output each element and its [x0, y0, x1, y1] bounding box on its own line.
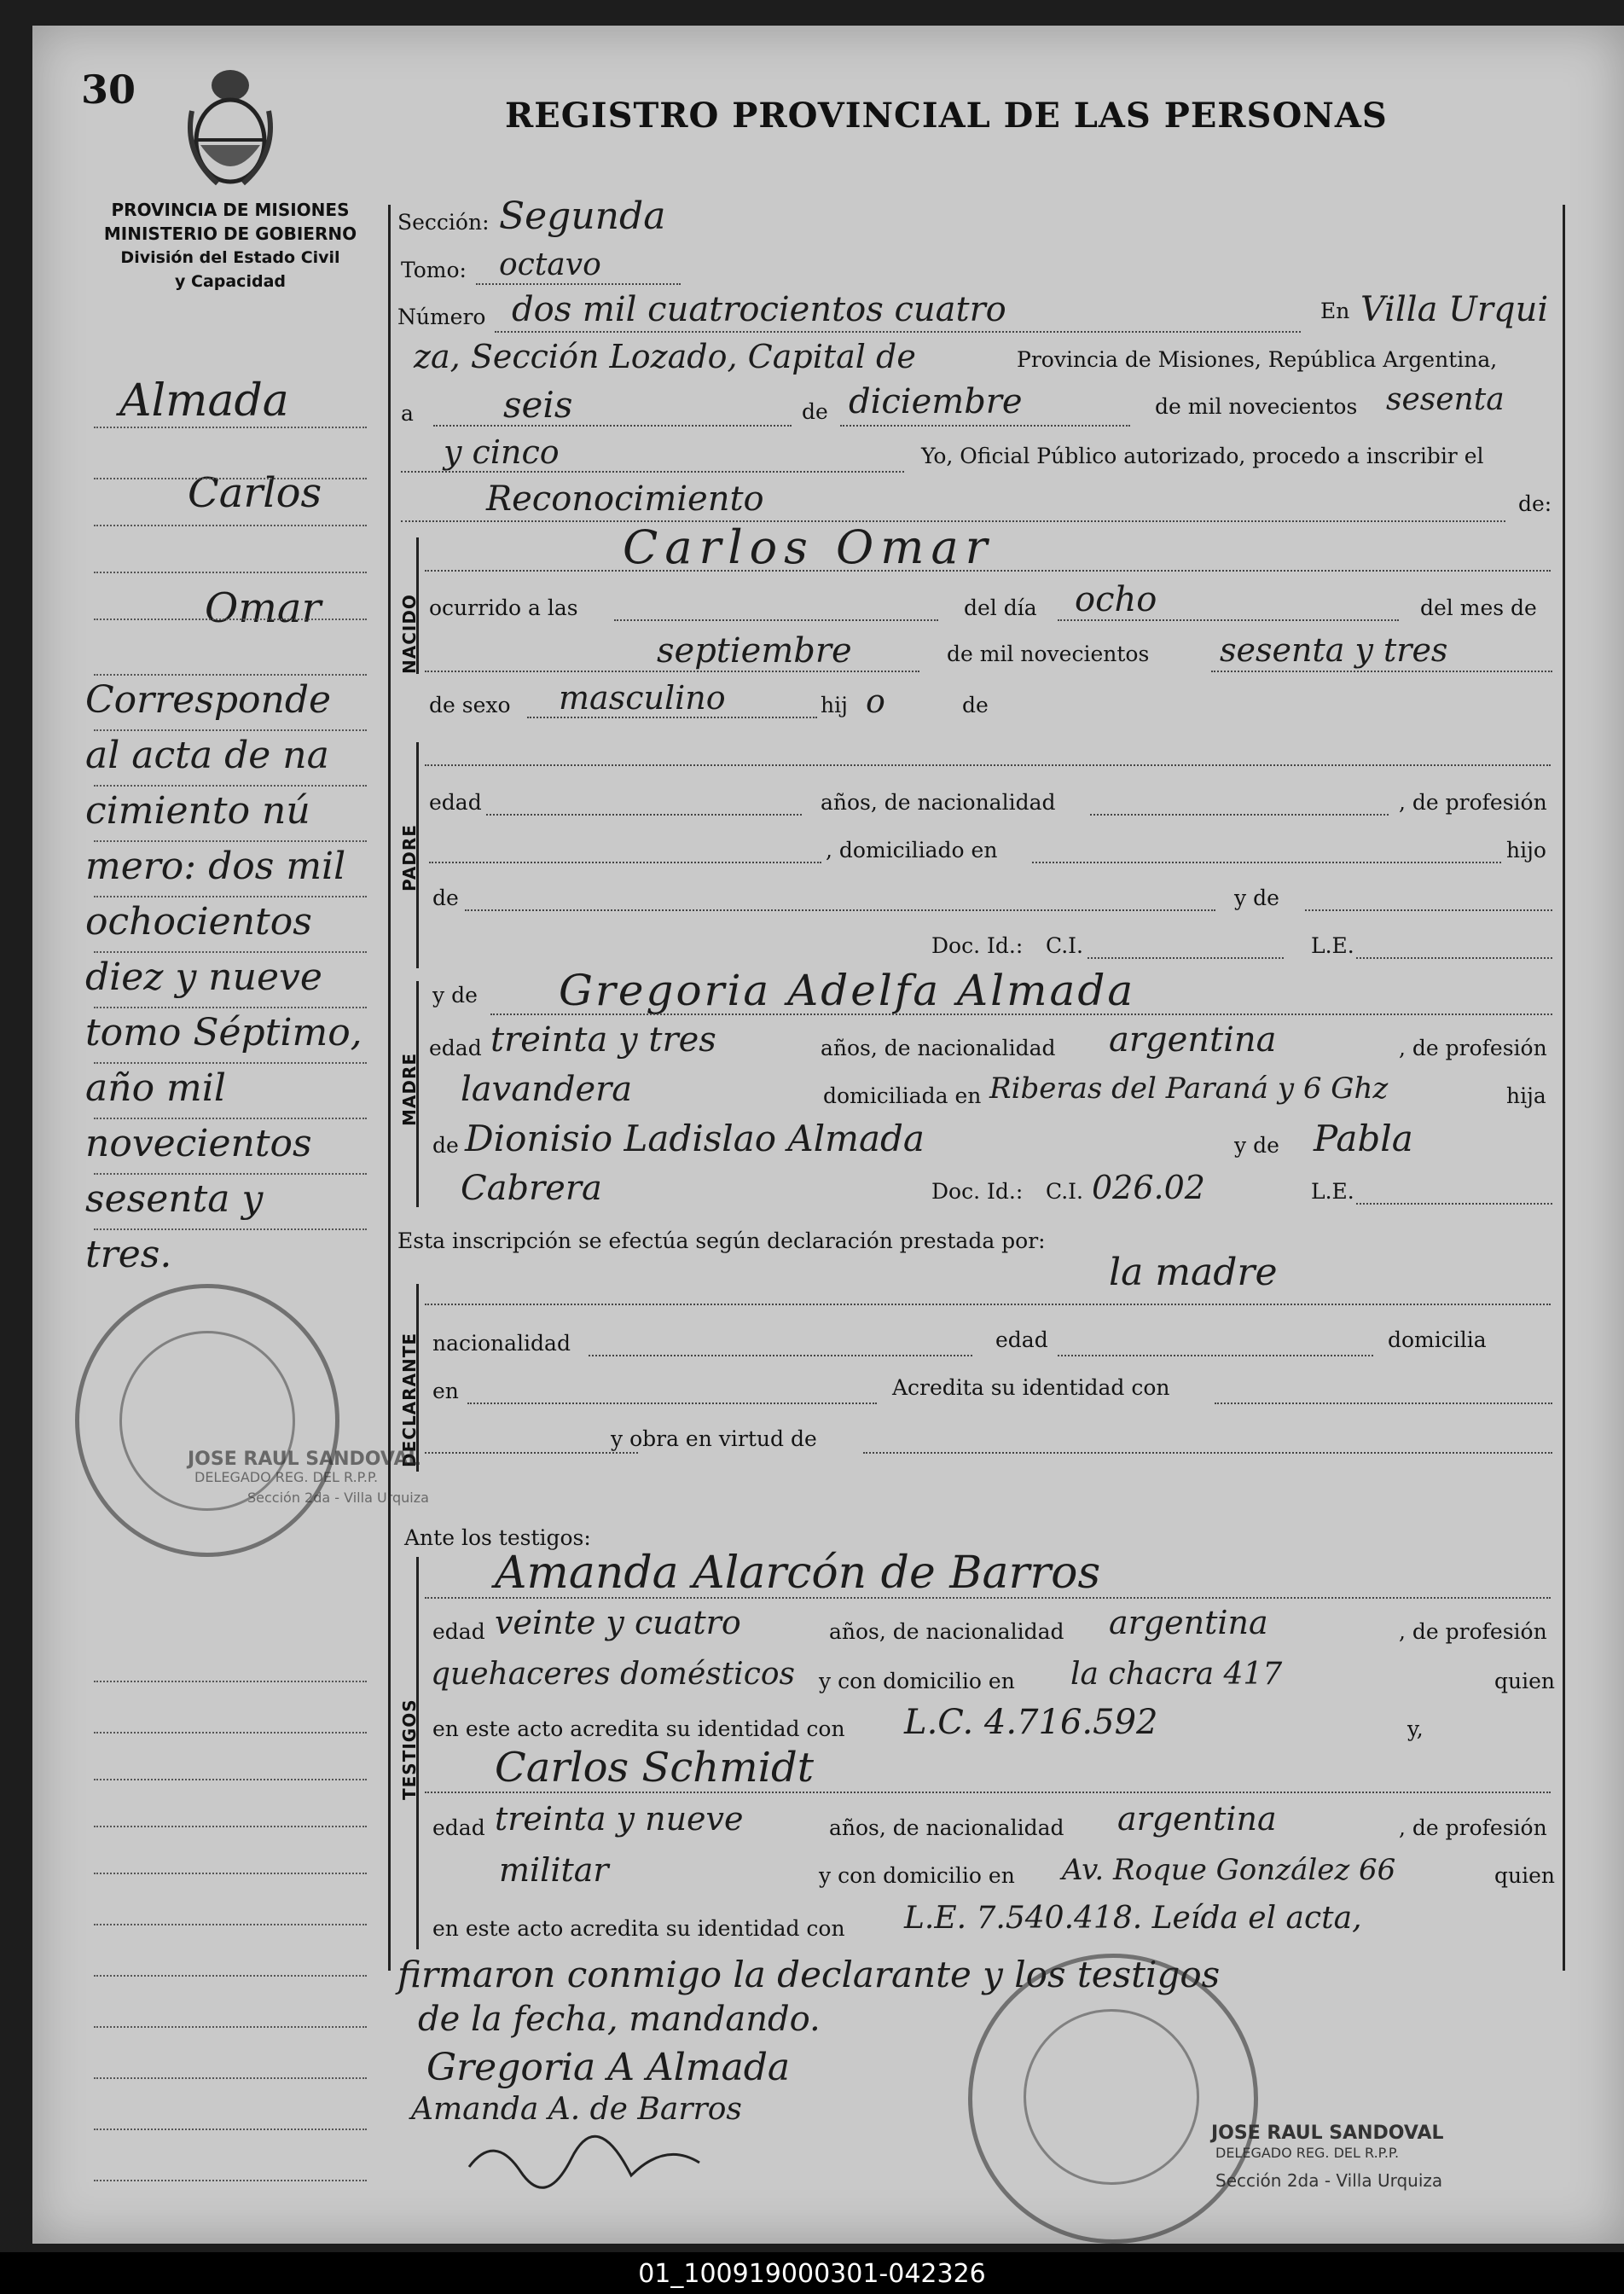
padre-le-label: L.E.: [1311, 933, 1354, 958]
t1-y-label: y,: [1407, 1716, 1424, 1741]
padre-ci-label: C.I.: [1046, 933, 1084, 958]
hijo-label: hij: [821, 693, 848, 717]
org-line-division: División del Estado Civil: [120, 248, 340, 267]
margin-line-13: sesenta y: [85, 1177, 264, 1221]
t1-quien-label: quien: [1494, 1669, 1555, 1693]
t2-dom-value: Av. Roque González 66: [1062, 1853, 1396, 1887]
seccion-label: Sección:: [397, 210, 490, 235]
madre-ci-label: C.I.: [1046, 1179, 1084, 1204]
sexo-suffix: o: [866, 682, 885, 720]
t2-quien-label: quien: [1494, 1863, 1555, 1888]
closing-line-2: de la fecha, mandando.: [418, 2000, 821, 2039]
madre-y-de-2-label: y de: [1234, 1133, 1279, 1158]
t1-prof-value: quehaceres domésticos: [431, 1657, 796, 1692]
anio-value-b: y cinco: [444, 433, 560, 471]
madre-ci-value: 026.02: [1092, 1169, 1205, 1206]
margin-line-7: mero: dos mil: [85, 845, 346, 888]
padre-doc-label: Doc. Id.:: [931, 933, 1024, 958]
provincia-text: Provincia de Misiones, República Argentina,: [1017, 347, 1498, 372]
margin-line-8: ochocientos: [85, 900, 312, 944]
testigo1-value: Amanda Alarcón de Barros: [495, 1548, 1101, 1599]
t2-profesion-label: , de profesión: [1399, 1815, 1547, 1840]
declarante-section-label: DECLARANTE: [399, 1332, 420, 1467]
org-line-ministry: MINISTERIO DE GOBIERNO: [103, 224, 357, 244]
t1-nac-value: argentina: [1109, 1604, 1268, 1641]
sexo-label: de sexo: [429, 693, 511, 717]
seccion-value: Segunda: [499, 195, 666, 238]
padre-y-de-label: y de: [1234, 886, 1279, 910]
de-mil-novecientos-nac-label: de mil novecientos: [947, 642, 1150, 666]
madre-domiciliada-label: domiciliada en: [823, 1083, 982, 1108]
t2-acredita-label: en este acto acredita su identidad con: [432, 1916, 845, 1941]
t2-edad-label: edad: [432, 1815, 485, 1840]
del-dia-label: del día: [964, 595, 1037, 620]
margin-line-4: Corresponde: [85, 678, 332, 722]
en-label: En: [1320, 299, 1350, 323]
signature-madre: Gregoria A Almada: [426, 2046, 791, 2089]
testigo2-value: Carlos Schmidt: [495, 1744, 814, 1792]
decl-edad-label: edad: [995, 1327, 1048, 1352]
nombre-value: Carlos Omar: [623, 520, 995, 574]
t2-prof-value: militar: [499, 1851, 609, 1889]
de-colon-label: de:: [1518, 491, 1552, 516]
numero-label: Número: [397, 305, 486, 329]
madre-anos-label: años, de nacionalidad: [821, 1036, 1056, 1060]
madre-hija-y-de-value-2: Cabrera: [461, 1169, 602, 1208]
margin-line-11: año mil: [85, 1066, 226, 1110]
padre-hijo-label: hijo: [1506, 838, 1546, 862]
margin-line-3: Omar: [205, 584, 322, 632]
org-line-province: PROVINCIA DE MISIONES: [111, 200, 350, 220]
margin-line-2: Carlos: [188, 469, 322, 517]
decl-acredita-label: Acredita su identidad con: [892, 1375, 1170, 1400]
t1-dom-value: la chacra 417: [1070, 1657, 1283, 1692]
de-label-2: de: [962, 693, 989, 717]
madre-nombre-value: Gregoria Adelfa Almada: [559, 966, 1136, 1015]
del-mes-label: del mes de: [1420, 595, 1537, 620]
coat-of-arms-emblem: [183, 60, 277, 188]
org-header: [85, 198, 375, 293]
anio-value-a: sesenta: [1386, 382, 1505, 417]
org-line-capacity: y Capacidad: [175, 272, 286, 291]
mes-value: diciembre: [849, 382, 1023, 421]
padre-edad-label: edad: [429, 790, 482, 815]
t1-profesion-label: , de profesión: [1399, 1619, 1547, 1644]
margin-line-6: cimiento nú: [85, 789, 310, 833]
madre-dom-value: Riberas del Paraná y 6 Ghz: [989, 1072, 1389, 1106]
t1-doc-value: L.C. 4.716.592: [904, 1703, 1158, 1742]
yo-oficial-text: Yo, Oficial Público autorizado, procedo a inscribir el: [921, 444, 1484, 468]
testigos-section-label: TESTIGOS: [399, 1699, 420, 1800]
dia-nac-value: ocho: [1075, 580, 1157, 619]
ocurrido-label: ocurrido a las: [429, 595, 578, 620]
acto-value: Reconocimiento: [486, 479, 764, 519]
t1-edad-value: veinte y cuatro: [495, 1604, 741, 1641]
t2-anos-label: años, de nacionalidad: [829, 1815, 1064, 1840]
right-frame-rule: [1563, 205, 1565, 1971]
margin-line-5: al acta de na: [85, 734, 329, 777]
lugar-value: za, Sección Lozado, Capital de: [414, 338, 916, 375]
t2-edad-value: treinta y nueve: [495, 1800, 744, 1838]
margin-line-14: tres.: [85, 1233, 172, 1276]
ante-testigos-text: Ante los testigos:: [404, 1525, 591, 1550]
tomo-label: Tomo:: [401, 258, 467, 282]
left-stamp-sub: DELEGADO REG. DEL R.P.P.: [194, 1469, 379, 1485]
page-title: REGISTRO PROVINCIAL DE LAS PERSONAS: [505, 96, 1388, 136]
madre-hija-y-de-value: Pabla: [1314, 1118, 1413, 1159]
t2-doc-value: L.E. 7.540.418. Leída el acta,: [904, 1901, 1362, 1936]
padre-domiciliado-label: , domiciliado en: [826, 838, 998, 862]
madre-hija-de-value: Dionisio Ladislao Almada: [465, 1118, 925, 1159]
madre-de-label: de: [432, 1133, 459, 1158]
madre-profesion-label: , de profesión: [1399, 1036, 1547, 1060]
signature-scribble: [461, 2124, 716, 2192]
t1-anos-label: años, de nacionalidad: [829, 1619, 1064, 1644]
t2-nac-value: argentina: [1117, 1800, 1277, 1838]
t2-domicilio-label: y con domicilio en: [819, 1863, 1015, 1888]
madre-y-de-label: y de: [432, 983, 478, 1008]
inscripcion-text: Esta inscripción se efectúa según declaración prestada por:: [397, 1228, 1046, 1253]
sexo-value: masculino: [559, 679, 726, 717]
decl-domicilia-label: domicilia: [1388, 1327, 1487, 1352]
closing-line-1: firmaron conmigo la declarante y los testigos: [397, 1954, 1221, 1995]
mes-nac-value: septiembre: [657, 631, 852, 671]
decl-en-label: en: [432, 1379, 459, 1403]
padre-de-label: de: [432, 886, 459, 910]
madre-nac-value: argentina: [1109, 1020, 1277, 1060]
right-stamp-name: JOSE RAUL SANDOVAL: [1211, 2123, 1444, 2144]
nacido-section-label: NACIDO: [399, 594, 420, 674]
left-stamp-sec: Sección 2da - Villa Urquiza: [247, 1490, 429, 1506]
padre-profesion-label: , de profesión: [1399, 790, 1547, 815]
declarante-value: la madre: [1109, 1251, 1278, 1294]
madre-prof-value: lavandera: [461, 1070, 633, 1109]
margin-line-10: tomo Séptimo,: [85, 1011, 362, 1054]
madre-edad-label: edad: [429, 1036, 482, 1060]
anio-nac-value: sesenta y tres: [1220, 631, 1448, 669]
numero-value: dos mil cuatrocientos cuatro: [512, 290, 1006, 329]
padre-anos-label: años, de nacionalidad: [821, 790, 1056, 815]
decl-obra-label: y obra en virtud de: [611, 1426, 817, 1451]
image-id-caption: 01_100919000301-042326: [638, 2259, 986, 2289]
t1-domicilio-label: y con domicilio en: [819, 1669, 1015, 1693]
margin-line-1: Almada: [119, 375, 289, 427]
padre-section-label: PADRE: [399, 824, 420, 891]
de-label: de: [802, 399, 828, 424]
decl-nac-label: nacionalidad: [432, 1331, 571, 1356]
seal-stamp-right-inner: [1024, 2009, 1199, 2185]
en-value: Villa Urqui: [1360, 290, 1549, 329]
signature-testigo: Amanda A. de Barros: [411, 2092, 742, 2127]
a-label: a: [401, 401, 414, 426]
madre-le-label: L.E.: [1311, 1179, 1354, 1204]
margin-line-12: novecientos: [85, 1122, 312, 1165]
madre-hija-label: hija: [1506, 1083, 1546, 1108]
folio-number: 30: [81, 67, 136, 113]
right-stamp-sub: DELEGADO REG. DEL R.P.P.: [1215, 2145, 1400, 2161]
right-stamp-sec: Sección 2da - Villa Urquiza: [1215, 2170, 1443, 2191]
left-frame-rule: [388, 205, 391, 1971]
t1-edad-label: edad: [432, 1619, 485, 1644]
t1-acredita-label: en este acto acredita su identidad con: [432, 1716, 845, 1741]
de-mil-novecientos-label: de mil novecientos: [1155, 394, 1358, 419]
tomo-value: octavo: [499, 247, 601, 282]
madre-edad-value: treinta y tres: [490, 1020, 716, 1060]
margin-line-9: diez y nueve: [85, 955, 322, 999]
left-stamp-name: JOSE RAUL SANDOVAL: [188, 1449, 420, 1470]
madre-doc-label: Doc. Id.:: [931, 1179, 1024, 1204]
madre-section-label: MADRE: [399, 1052, 420, 1126]
dia-value: seis: [503, 384, 573, 426]
